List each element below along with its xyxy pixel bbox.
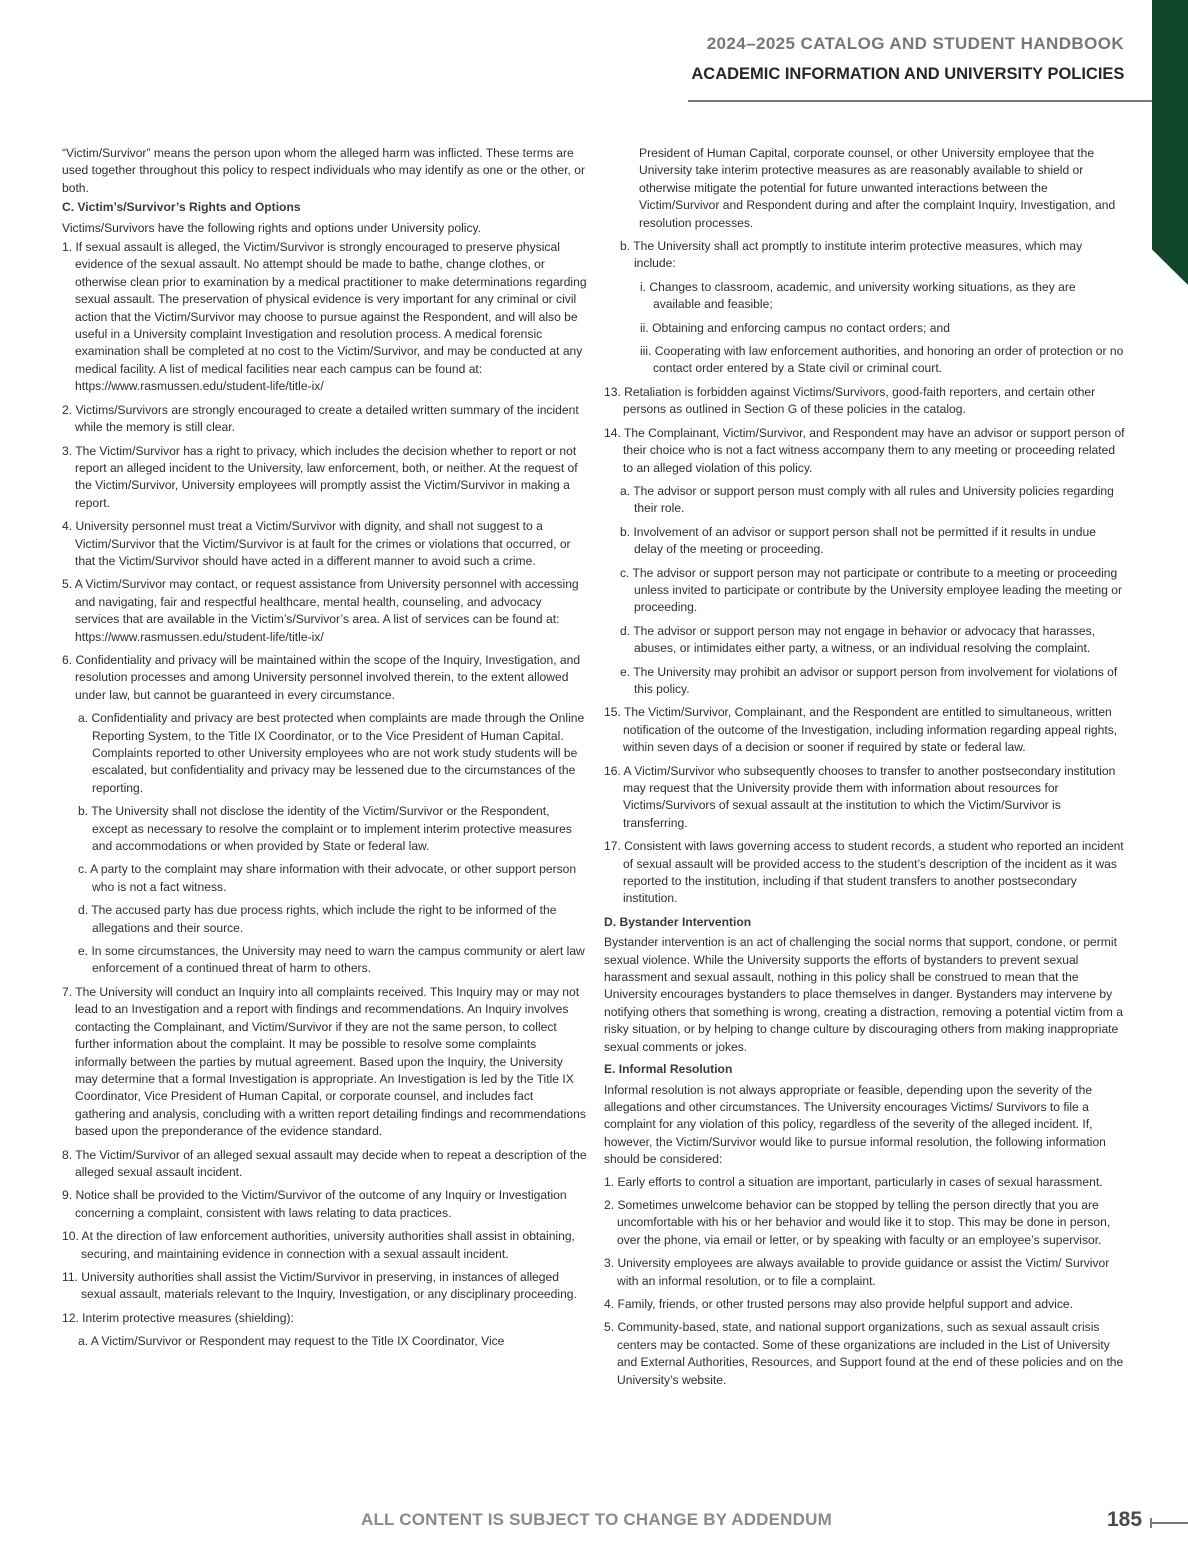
sub-list-item: a. The advisor or support person must comply with all rules and University policies regarding their role.	[620, 483, 1114, 516]
list-item: 14. The Complainant, Victim/Survivor, and Respondent may have an advisor or support person of their choice who is not a fact witness accompany them to any meeting or proceeding related to an alleged violation of this policy.	[604, 425, 1125, 475]
lead-paragraph: Victims/Survivors have the following rights and options under University policy.	[62, 220, 481, 235]
footer-note: ALL CONTENT IS SUBJECT TO CHANGE BY ADDENDUM	[361, 1510, 832, 1529]
sub-sub-list-item: i. Changes to classroom, academic, and university working situations, as they are available and feasible;	[640, 279, 1076, 312]
list-item: 5. Community-based, state, and national support organizations, such as sexual assault crisis centers may be contacted. Some of these organizations are included in the List of University and External Authorities, Resources, and Support found at the end of these policies and on the University’s website.	[604, 1320, 1124, 1387]
list-item: 4. University personnel must treat a Victim/Survivor with dignity, and shall not suggest to a Victim/Survivor that the Victim/Survivor is at fault for the crimes or violations that occurred, or that the Victim/Survivor should have acted in a different manner to avoid such a crime.	[62, 519, 571, 568]
page-number: 185	[1107, 1508, 1143, 1531]
bystander-paragraph: Bystander intervention is an act of challenging the social norms that support, condone, or permit sexual violence. While the University supports the efforts of bystanders to prevent sexual harassment and sexual assault, nothing in this policy shall be construed to mean that the University encourages bystanders to place themselves in danger. Bystanders may intervene by notifying others that something is wrong, creating a distraction, removing a potential victim from a risky situation, or by helping to change culture by discouraging others from making inappropriate sexual comments or jokes.	[604, 935, 1123, 1054]
list-item: 12. Interim protective measures (shielding):	[62, 1310, 294, 1325]
list-item: 15. The Victim/Survivor, Complainant, and the Respondent are entitled to simultaneous, written notification of the outcome of the Investigation, including information regarding appeal rights, within seven days of a decision or sooner if required by state or federal law.	[604, 705, 1118, 755]
list-item: 10. At the direction of law enforcement authorities, university authorities shall assist in obtaining, securing, and maintaining evidence in connection with a sexual assault incident.	[62, 1229, 575, 1261]
sub-sub-list-item: ii. Obtaining and enforcing campus no contact orders; and	[640, 320, 950, 335]
sub-list-item: c. The advisor or support person may not participate or contribute to a meeting or proceeding unless invited to participate or contribute by the University employee leading the meeting or proceeding.	[620, 565, 1123, 615]
sub-list-item: b. The University shall act promptly to institute interim protective measures, which may include:	[620, 239, 1083, 271]
section-title: ACADEMIC INFORMATION AND UNIVERSITY POLICIES	[690, 64, 1124, 83]
section-tab-decoration	[1152, 0, 1188, 285]
list-item: 3. University employees are always available to provide guidance or assist the Victim/ Survivor with an informal resolution, or to file a complaint.	[604, 1256, 1110, 1288]
sub-list-item: e. In some circumstances, the University may need to warn the campus community or alert law enforcement of a continued threat of harm to others.	[78, 944, 585, 976]
list-item: 6. Confidentiality and privacy will be maintained within the scope of the Inquiry, Investigation, and resolution processes and among University personnel involved therein, to the extent allowed under law, but cannot be guaranteed in every circumstance.	[62, 652, 581, 702]
list-item: 7. The University will conduct an Inquiry into all complaints received. This Inquiry may or may not lead to an Investigation and a report with findings and recommendations. An Inquiry involves contacting the Complainant, and Victim/Survivor if they are not the same person, to collect further information about the complaint. It may be possible to resolve some complaints informally between the parties by mutual agreement. Based upon the Inquiry, the University may determine that a formal Investigation is appropriate. An Investigation is led by the Title IX Coordinator, Vice President of Human Capital, or corporate counsel, and includes fact gathering and analysis, concluding with a written report detailing findings and recommendations based upon the preponderance of the evidence standard.	[62, 984, 586, 1139]
catalog-title: 2024–2025 CATALOG AND STUDENT HANDBOOK	[706, 34, 1124, 53]
informal-resolution-paragraph: Informal resolution is not always appropriate or feasible, depending upon the severity of the allegations and other circumstances. The University encourages Victims/ Survivors to file a complaint for any violation of this policy, regardless of the severity of the alleged incident. If, however, the Victim/Survivor would like to pursue informal resolution, the following information should be considered:	[604, 1082, 1106, 1167]
list-item: 1. Early efforts to control a situation are important, particularly in cases of sexual harassment.	[604, 1174, 1103, 1189]
header-rule	[688, 100, 1152, 102]
list-item: 1. If sexual assault is alleged, the Victim/Survivor is strongly encouraged to preserve physical evidence of the sexual assault. No attempt should be made to bathe, change clothes, or otherwise clean prior to examination by a medical practitioner to make determinations regarding sexual assault. The preservation of physical evidence is very important for any criminal or civil action that the Victim/Survivor may choose to pursue against the Respondent, and will also be useful in a University complaint Investigation and resolution process. A medical forensic examination shall be completed at no cost to the Victim/Survivor, and may be conducted at any medical facility. A list of medical facilities near each campus can be found at: https://www.rasmussen.edu/student-life/title-ix/	[62, 240, 587, 394]
list-item: 9. Notice shall be provided to the Victim/Survivor of the outcome of any Inquiry or Investigation concerning a complaint, consistent with laws relating to data practices.	[62, 1188, 567, 1220]
right-column	[604, 145, 1126, 1395]
list-item: 5. A Victim/Survivor may contact, or request assistance from University personnel with accessing and navigating, fair and respectful healthcare, mental health, counseling, and advocacy services that are available in the Victim’s/Survivor’s area. A list of services can be found at: https://www.rasmussen.edu/student-life/title-ix/	[62, 577, 579, 644]
sub-list-item: b. Involvement of an advisor or support person shall not be permitted if it results in undue delay of the meeting or proceeding.	[620, 524, 1096, 557]
list-item: 16. A Victim/Survivor who subsequently chooses to transfer to another postsecondary institution may request that the University provide them with information about resources for Victims/Survivors of sexual assault at the institution to which the Victim/Survivor is transferring.	[604, 763, 1116, 830]
list-item: 2. Sometimes unwelcome behavior can be stopped by telling the person directly that you are uncomfortable with his or her behavior and would like it to stop. This may be done in person, over the phone, via email or letter, or by speaking with faculty or an employee’s supervisor.	[604, 1197, 1111, 1247]
heading-victim-rights: C. Victim’s/Survivor’s Rights and Options	[62, 200, 301, 215]
sub-sub-list-item: iii. Cooperating with law enforcement authorities, and honoring an order of protection or no contact order entered by a State civil or criminal court.	[640, 344, 1124, 376]
sub-list-item: a. Confidentiality and privacy are best protected when complaints are made through the Online Reporting System, to the Title IX Coordinator, or to the Vice President of Human Capital. Complaints reported to other University employees who are not work study students will be escalated, but confidentiality and privacy may be lessened due to the circumstances of the reporting.	[78, 711, 585, 795]
sub-list-item: b. The University shall not disclose the identity of the Victim/Survivor or the Respondent, except as necessary to resolve the complaint or to implement interim protective measures and accommodations or when provided by State or federal law.	[78, 804, 572, 854]
list-item: 11. University authorities shall assist the Victim/Survivor in preserving, in instances of alleged sexual assault, materials relevant to the Inquiry, Investigation, or any disciplinary proceeding.	[62, 1269, 577, 1302]
heading-informal-resolution: E. Informal Resolution	[604, 1062, 733, 1077]
sub-list-item: e. The University may prohibit an advisor or support person from involvement for violations of this policy.	[620, 664, 1118, 696]
list-item: 4. Family, friends, or other trusted persons may also provide helpful support and advice.	[604, 1296, 1073, 1311]
list-item: 13. Retaliation is forbidden against Victims/Survivors, good-faith reporters, and certain other persons as outlined in Section G of these policies in the catalog.	[604, 384, 1096, 417]
sub-list-item: a. A Victim/Survivor or Respondent may request to the Title IX Coordinator, Vice	[78, 1334, 505, 1349]
left-column	[62, 145, 587, 1357]
sub-list-item: c. A party to the complaint may share information with their advocate, or other support person who is not a fact witness.	[78, 862, 577, 894]
page-number-line	[1152, 1522, 1188, 1524]
sub-list-item: d. The advisor or support person may not engage in behavior or advocacy that harasses, abuses, or intimidates either party, a witness, or an individual resolving the complaint.	[620, 623, 1096, 656]
sub-list-item-continued: President of Human Capital, corporate counsel, or other University employee that the University take interim protective measures as are reasonably available to shield or otherwise mitigate the potential for future unwanted interactions between the Victim/Survivor and Respondent during and after the complaint Inquiry, Investigation, and resolution processes.	[639, 146, 1116, 230]
list-item: 2. Victims/Survivors are strongly encouraged to create a detailed written summary of the incident while the memory is still clear.	[62, 402, 579, 435]
intro-paragraph: “Victim/Survivor” means the person upon whom the alleged harm was inflicted. These terms are used together throughout this policy to respect individuals who may identify as one or the other, or both.	[62, 146, 586, 195]
list-item: 8. The Victim/Survivor of an alleged sexual assault may decide when to repeat a description of the alleged sexual assault incident.	[62, 1147, 587, 1179]
list-item: 17. Consistent with laws governing access to student records, a student who reported an incident of sexual assault will be provided access to the student’s description of the incident as it was reported to the institution, including if that student transfers to another postsecondary institution.	[604, 839, 1124, 906]
list-item: 3. The Victim/Survivor has a right to privacy, which includes the decision whether to report or not report an alleged incident to the University, law enforcement, both, or neither. At the request of the Victim/Survivor, University employees will promptly assist the Victim/Survivor in making a report.	[62, 443, 578, 510]
sub-list-item: d. The accused party has due process rights, which include the right to be informed of the allegations and their source.	[78, 903, 557, 935]
heading-bystander-intervention: D. Bystander Intervention	[604, 914, 752, 929]
